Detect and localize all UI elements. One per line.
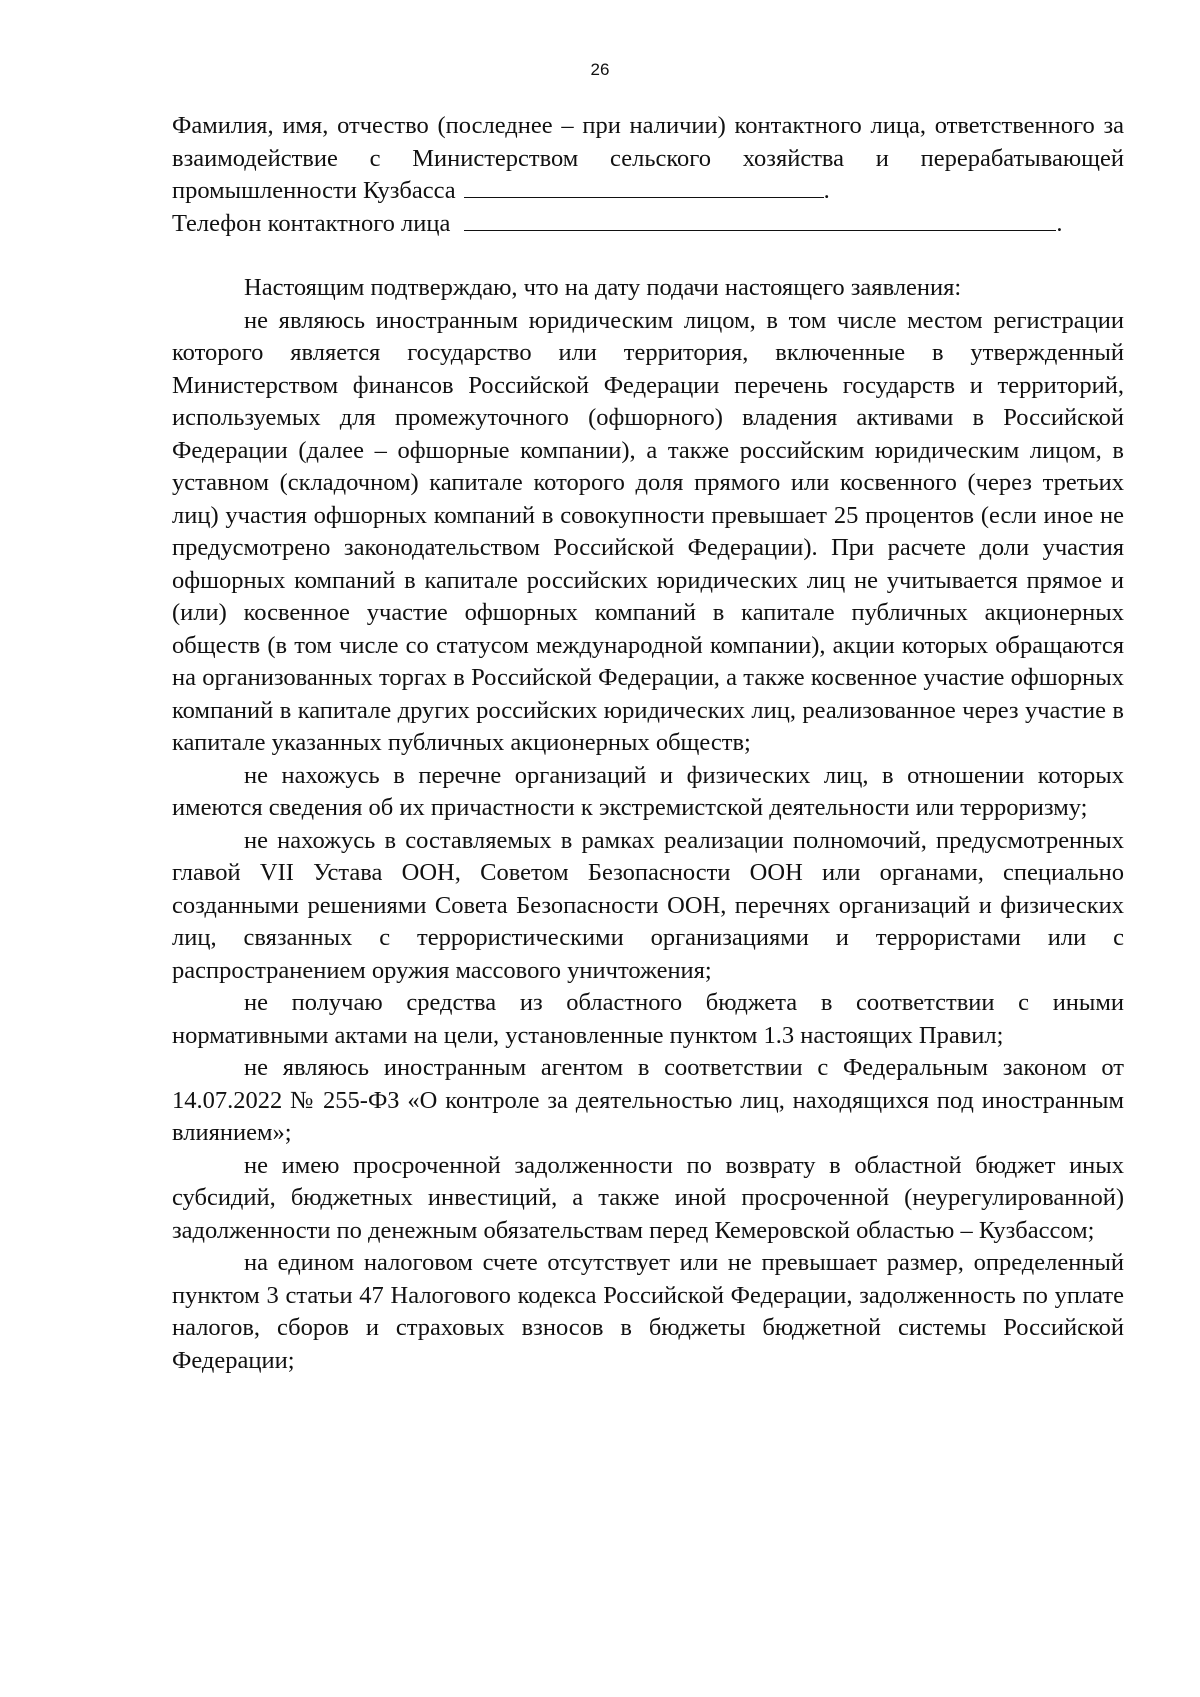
contact-phone-paragraph — [172, 208, 1124, 241]
item-extremism: не нахожусь в перечне организаций и физических лиц, в отношении которых имеются сведения об их причастности к экстремистской деятельности или терроризму; — [172, 761, 1124, 821]
contact-person-text: Фамилия, имя, отчество (последнее – при наличии) контактного лица, ответственного за взаимодействие с Министерством сельского хозяйства и перерабатывающей промышленности Кузбасса — [172, 112, 1124, 204]
contact-person-blank — [464, 175, 824, 198]
spacer — [172, 240, 1124, 272]
contact-phone-end: . — [1056, 209, 1063, 237]
item-foreign-agent: не являюсь иностранным агентом в соответствии с Федеральным законом от 14.07.2022 № 255-ФЗ «О контроле за деятельностью лиц, находящихся под иностранным влиянием»; — [172, 1054, 1124, 1146]
item-regional-budget: не получаю средства из областного бюджета в соответствии с иными нормативными актами на цели, установленные пунктом 1.3 настоящих Правил; — [172, 989, 1124, 1049]
contact-person-end: . — [823, 177, 830, 204]
item-un-lists: не нахожусь в составляемых в рамках реализации полномочий, предусмотренных главой VII Устава ООН, Советом Безопасности ООН или органами, специально созданными решениями Совета Безопасности ООН, перечнях организаций и физических лиц, связанных с террористическими организациями и террористами или с распространением оружия массового уничтожения; — [172, 826, 1124, 984]
document-body — [172, 110, 1124, 1377]
item-overdue-debt: не имею просроченной задолженности по возврату в областной бюджет иных субсидий, бюджетных инвестиций, а также иной просроченной (неурегулированной) задолженности по денежным обязательствам перед Кемеровской областью – Кузбассом; — [172, 1151, 1124, 1244]
item-offshore: не являюсь иностранным юридическим лицом, в том числе местом регистрации которого является государство или территория, включенные в утвержденный Министерством финансов Российской Федерации перечень государств и территорий, используемых для промежуточного (офшорного) владения активами в Российской Федерации (далее – офшорные компании), а также российским юридическим лицом, в уставном (складочном) капитале которого доля прямого или косвенного (через третьих лиц) участия офшорных компаний в совокупности превышает 25 процентов (если иное не предусмотрено законодательством Российской Федерации). При расчете доли участия офшорных компаний в капитале российских юридических лиц не учитывается прямое и (или) косвенное участие офшорных компаний в капитале публичных акционерных обществ (в том числе со статусом международной компании), акции которых обращаются на организованных торгах в Российской Федерации, а также косвенное участие офшорных компаний в капитале других российских юридических лиц, реализованное через участие в капитале указанных публичных акционерных обществ; — [172, 306, 1124, 756]
contact-phone-blank — [464, 208, 1056, 231]
contact-phone-label: Телефон контактного лица — [172, 209, 451, 237]
contact-person-paragraph — [172, 110, 1124, 208]
intro-paragraph: Настоящим подтверждаю, что на дату подачи настоящего заявления: — [244, 274, 962, 301]
page-number: 26 — [590, 60, 610, 79]
item-tax-account: на едином налоговом счете отсутствует или не превышает размер, определенный пунктом 3 статьи 47 Налогового кодекса Российской Федерации, задолженность по уплате налогов, сборов и страховых взносов в бюджеты бюджетной системы Российской Федерации; — [172, 1249, 1124, 1374]
